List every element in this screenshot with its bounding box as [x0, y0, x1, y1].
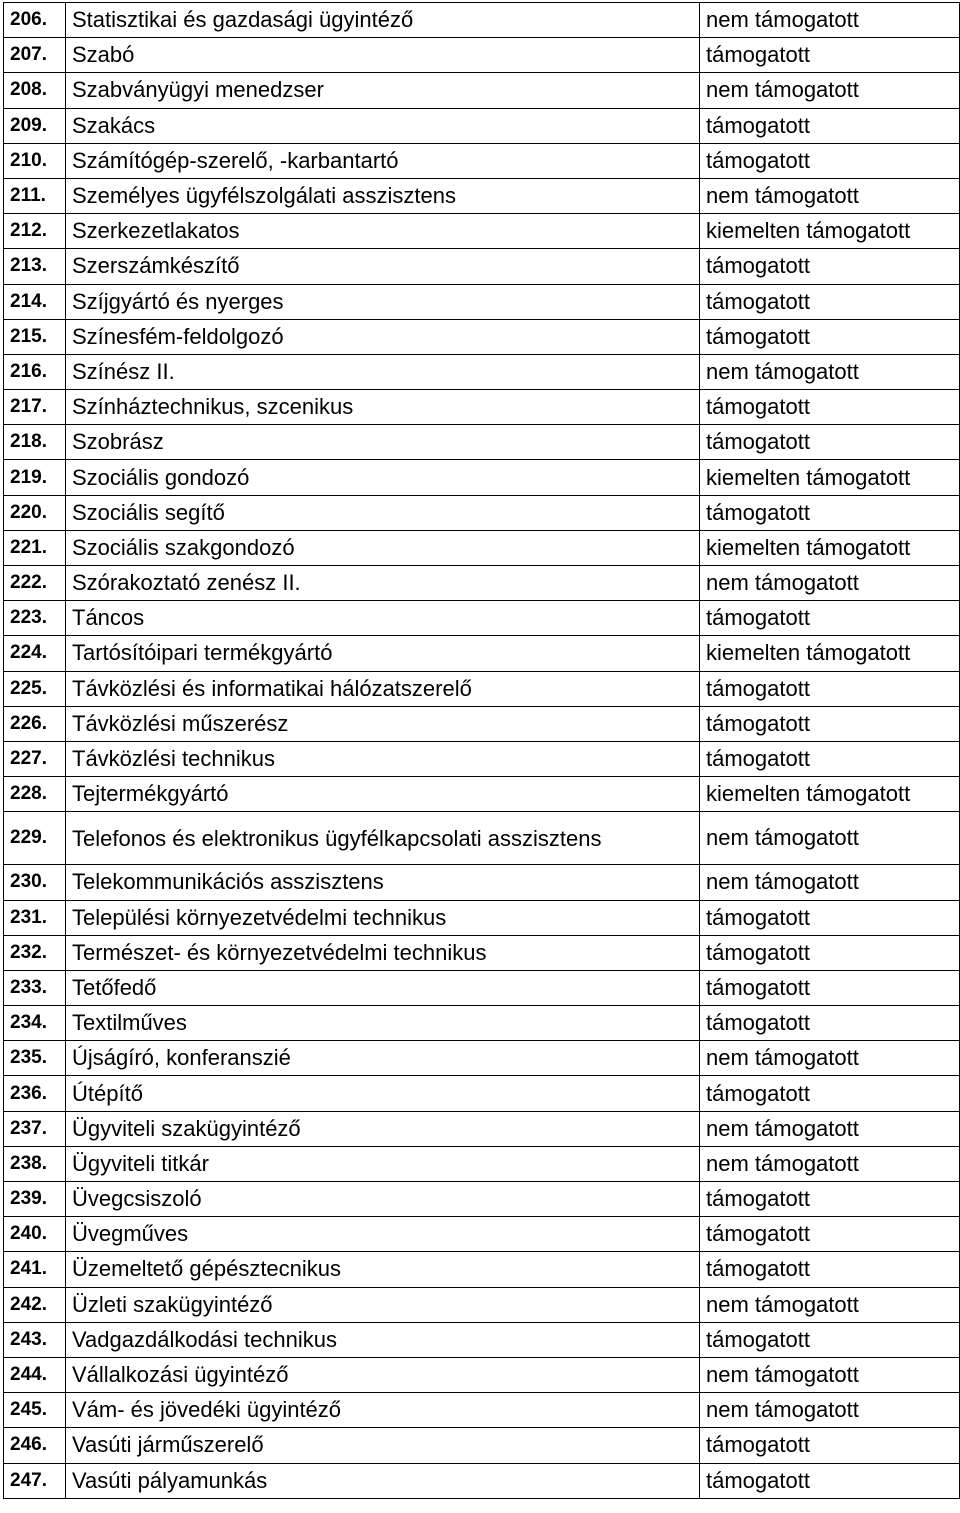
support-status: nem támogatott [700, 865, 960, 900]
support-status: támogatott [700, 249, 960, 284]
table-row [4, 970, 960, 1005]
row-number: 229. [4, 812, 66, 865]
occupation-name: Statisztikai és gazdasági ügyintéző [66, 3, 700, 38]
row-number: 226. [4, 706, 66, 741]
support-status: nem támogatott [700, 812, 960, 865]
table-row [4, 566, 960, 601]
row-number: 207. [4, 38, 66, 73]
row-number: 221. [4, 530, 66, 565]
support-status: támogatott [700, 1006, 960, 1041]
support-status: támogatott [700, 143, 960, 178]
occupation-name: Természet- és környezetvédelmi technikus [66, 935, 700, 970]
support-status: támogatott [700, 1322, 960, 1357]
table-row [4, 73, 960, 108]
row-number: 228. [4, 777, 66, 812]
row-number: 219. [4, 460, 66, 495]
row-number: 234. [4, 1006, 66, 1041]
occupation-name: Szíjgyártó és nyerges [66, 284, 700, 319]
occupation-name: Szociális szakgondozó [66, 530, 700, 565]
support-status: támogatott [700, 900, 960, 935]
row-number: 235. [4, 1041, 66, 1076]
row-number: 206. [4, 3, 66, 38]
support-status: támogatott [700, 38, 960, 73]
occupation-name: Vasúti járműszerelő [66, 1428, 700, 1463]
row-number: 216. [4, 354, 66, 389]
occupation-name: Színész II. [66, 354, 700, 389]
row-number: 237. [4, 1111, 66, 1146]
occupation-name: Távközlési műszerész [66, 706, 700, 741]
support-status: nem támogatott [700, 1287, 960, 1322]
row-number: 239. [4, 1182, 66, 1217]
row-number: 240. [4, 1217, 66, 1252]
occupation-name: Tetőfedő [66, 970, 700, 1005]
table-row [4, 1217, 960, 1252]
row-number: 211. [4, 178, 66, 213]
row-number: 244. [4, 1357, 66, 1392]
occupation-name: Vadgazdálkodási technikus [66, 1322, 700, 1357]
occupation-name: Telefonos és elektronikus ügyfélkapcsolati asszisztens [66, 812, 700, 865]
row-number: 225. [4, 671, 66, 706]
row-number: 233. [4, 970, 66, 1005]
occupation-name: Színháztechnikus, szcenikus [66, 390, 700, 425]
support-status: támogatott [700, 706, 960, 741]
occupation-name: Telekommunikációs asszisztens [66, 865, 700, 900]
row-number: 217. [4, 390, 66, 425]
support-status: nem támogatott [700, 3, 960, 38]
table-row [4, 354, 960, 389]
table-row [4, 3, 960, 38]
support-status: támogatott [700, 1463, 960, 1498]
support-status: támogatott [700, 741, 960, 776]
occupation-name: Vállalkozási ügyintéző [66, 1357, 700, 1392]
table-row [4, 1252, 960, 1287]
row-number: 212. [4, 214, 66, 249]
row-number: 215. [4, 319, 66, 354]
occupation-name: Textilműves [66, 1006, 700, 1041]
table-row [4, 636, 960, 671]
table-row [4, 777, 960, 812]
table-row [4, 1041, 960, 1076]
support-status: nem támogatott [700, 1146, 960, 1181]
occupation-name: Ügyviteli titkár [66, 1146, 700, 1181]
occupation-name: Vám- és jövedéki ügyintéző [66, 1393, 700, 1428]
table-row [4, 706, 960, 741]
table-row [4, 460, 960, 495]
table-row [4, 143, 960, 178]
support-status: nem támogatott [700, 1357, 960, 1392]
support-status: támogatott [700, 671, 960, 706]
table-row [4, 319, 960, 354]
table-row [4, 495, 960, 530]
occupation-name: Szakács [66, 108, 700, 143]
row-number: 214. [4, 284, 66, 319]
row-number: 245. [4, 1393, 66, 1428]
support-status: támogatott [700, 1252, 960, 1287]
table-row [4, 671, 960, 706]
support-status: kiemelten támogatott [700, 530, 960, 565]
support-status: támogatott [700, 284, 960, 319]
table-row [4, 178, 960, 213]
occupation-name: Ügyviteli szakügyintéző [66, 1111, 700, 1146]
occupation-name: Táncos [66, 601, 700, 636]
occupation-name: Távközlési és informatikai hálózatszerelő [66, 671, 700, 706]
row-number: 224. [4, 636, 66, 671]
table-row [4, 1111, 960, 1146]
row-number: 213. [4, 249, 66, 284]
occupation-name: Számítógép-szerelő, -karbantartó [66, 143, 700, 178]
occupation-name: Üzleti szakügyintéző [66, 1287, 700, 1322]
row-number: 243. [4, 1322, 66, 1357]
support-status: kiemelten támogatott [700, 460, 960, 495]
occupation-name: Üzemeltető gépésztecnikus [66, 1252, 700, 1287]
row-number: 232. [4, 935, 66, 970]
support-status: támogatott [700, 1428, 960, 1463]
support-status: nem támogatott [700, 73, 960, 108]
table-row [4, 1182, 960, 1217]
table-row [4, 284, 960, 319]
table-row [4, 530, 960, 565]
occupation-name: Szerkezetlakatos [66, 214, 700, 249]
support-status: nem támogatott [700, 1041, 960, 1076]
row-number: 210. [4, 143, 66, 178]
table-row [4, 214, 960, 249]
table-row [4, 741, 960, 776]
occupation-name: Üvegcsiszoló [66, 1182, 700, 1217]
occupation-support-table [3, 2, 960, 1499]
support-status: támogatott [700, 425, 960, 460]
table-row [4, 249, 960, 284]
occupation-name: Szórakoztató zenész II. [66, 566, 700, 601]
row-number: 222. [4, 566, 66, 601]
support-status: támogatott [700, 601, 960, 636]
occupation-name: Színesfém-feldolgozó [66, 319, 700, 354]
table-row [4, 108, 960, 143]
occupation-name: Személyes ügyfélszolgálati asszisztens [66, 178, 700, 213]
occupation-name: Szabó [66, 38, 700, 73]
support-status: nem támogatott [700, 1393, 960, 1428]
table-row [4, 1463, 960, 1498]
occupation-name: Szerszámkészítő [66, 249, 700, 284]
support-status: támogatott [700, 935, 960, 970]
row-number: 247. [4, 1463, 66, 1498]
support-status: kiemelten támogatott [700, 636, 960, 671]
table-row [4, 1357, 960, 1392]
support-status: támogatott [700, 390, 960, 425]
occupation-name: Szobrász [66, 425, 700, 460]
table-row [4, 390, 960, 425]
row-number: 246. [4, 1428, 66, 1463]
table-row [4, 900, 960, 935]
table-row [4, 1146, 960, 1181]
table-row [4, 865, 960, 900]
occupation-name: Újságíró, konferanszié [66, 1041, 700, 1076]
row-number: 241. [4, 1252, 66, 1287]
occupation-name: Tejtermékgyártó [66, 777, 700, 812]
table-row [4, 812, 960, 865]
row-number: 220. [4, 495, 66, 530]
support-status: nem támogatott [700, 1111, 960, 1146]
row-number: 231. [4, 900, 66, 935]
support-status: támogatott [700, 1182, 960, 1217]
row-number: 230. [4, 865, 66, 900]
table-row [4, 1287, 960, 1322]
occupation-name: Szociális segítő [66, 495, 700, 530]
occupation-name: Szabványügyi menedzser [66, 73, 700, 108]
table-body [4, 3, 960, 1499]
row-number: 236. [4, 1076, 66, 1111]
table-row [4, 38, 960, 73]
occupation-name: Üvegműves [66, 1217, 700, 1252]
row-number: 238. [4, 1146, 66, 1181]
occupation-name: Tartósítóipari termékgyártó [66, 636, 700, 671]
support-status: nem támogatott [700, 566, 960, 601]
table-row [4, 935, 960, 970]
table-row [4, 601, 960, 636]
occupation-name: Települési környezetvédelmi technikus [66, 900, 700, 935]
row-number: 223. [4, 601, 66, 636]
support-status: támogatott [700, 108, 960, 143]
support-status: nem támogatott [700, 354, 960, 389]
support-status: támogatott [700, 1076, 960, 1111]
row-number: 209. [4, 108, 66, 143]
row-number: 242. [4, 1287, 66, 1322]
support-status: támogatott [700, 495, 960, 530]
row-number: 208. [4, 73, 66, 108]
occupation-name: Vasúti pályamunkás [66, 1463, 700, 1498]
support-status: kiemelten támogatott [700, 214, 960, 249]
table-row [4, 1393, 960, 1428]
support-status: kiemelten támogatott [700, 777, 960, 812]
support-status: támogatott [700, 319, 960, 354]
table-row [4, 1006, 960, 1041]
occupation-name: Távközlési technikus [66, 741, 700, 776]
table-row [4, 1076, 960, 1111]
occupation-name: Szociális gondozó [66, 460, 700, 495]
occupation-name: Útépítő [66, 1076, 700, 1111]
support-status: támogatott [700, 970, 960, 1005]
row-number: 218. [4, 425, 66, 460]
row-number: 227. [4, 741, 66, 776]
table-row [4, 425, 960, 460]
support-status: nem támogatott [700, 178, 960, 213]
support-status: támogatott [700, 1217, 960, 1252]
table-row [4, 1428, 960, 1463]
table-row [4, 1322, 960, 1357]
